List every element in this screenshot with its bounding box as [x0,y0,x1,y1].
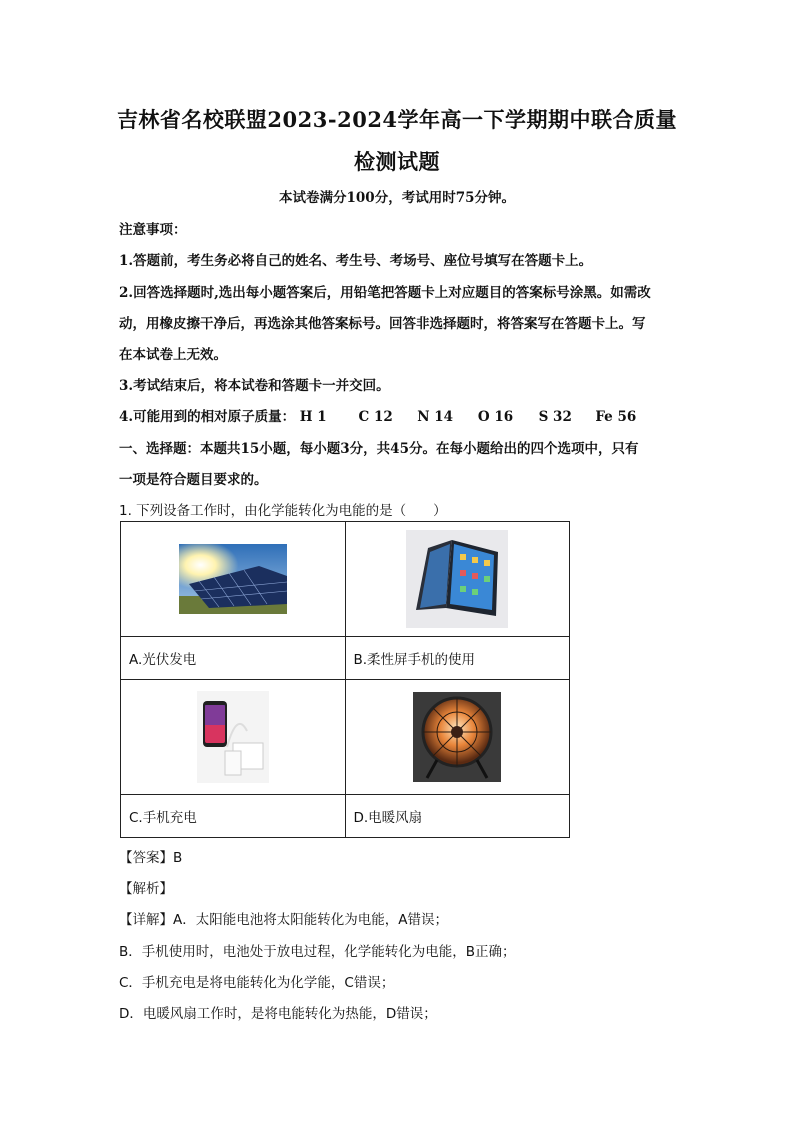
option-c-image-cell [121,680,346,795]
element-s: S 32 [538,409,572,425]
option-a-label: A.光伏发电 [121,637,346,680]
section-heading: 一、选择题：本题共15小题，每小题3分，共45分。在每小题给出的四个选项中，只有 [119,441,639,457]
option-d-label: D.电暖风扇 [345,795,570,838]
document-title-line-1: 吉林省名校联盟2023-2024学年高一下学期期中联合质量 [116,107,678,132]
notice-2: 2.回答选择题时,选出每小题答案后，用铅笔把答题卡上对应题目的答案标号涂黑。如需改 [119,285,651,301]
analysis-line-2: B．手机使用时，电池处于放电过程，化学能转化为电能，B正确； [119,944,516,960]
option-d-image-cell [345,680,570,795]
question-1: 1. 下列设备工作时，由化学能转化为电能的是（ ） [119,503,447,519]
notice-3: 3.考试结束后，将本试卷和答题卡一并交回。 [119,378,390,394]
element-n: N 14 [417,409,454,425]
analysis-heading: 【解析】 [119,881,173,897]
electric-heater-fan-image [413,692,501,782]
atomic-masses-label: 4.可能用到的相对原子质量： [119,409,296,425]
solar-panel-image [179,544,287,614]
analysis-line-4: D．电暖风扇工作时，是将电能转化为热能，D错误； [119,1006,437,1022]
flexible-phone-image [406,530,508,628]
section-heading-cont: 一项是符合题目要求的。 [119,472,268,488]
analysis-line-3: C．手机充电是将电能转化为化学能，C错误； [119,975,395,991]
analysis-line-1: 【详解】A．太阳能电池将太阳能转化为电能，A错误； [119,912,448,928]
phone-charger-image [197,691,269,783]
notice-heading: 注意事项： [119,222,187,238]
option-b-label: B.柔性屏手机的使用 [345,637,570,680]
answer: 【答案】B [119,850,183,866]
option-c-label: C.手机充电 [121,795,346,838]
element-c: C 12 [358,409,393,425]
element-h: H 1 [299,409,327,425]
option-a-image-cell [121,522,346,637]
option-b-image-cell [345,522,570,637]
document-title-line-2: 检测试题 [354,149,440,174]
notice-2-end: 在本试卷上无效。 [119,347,227,363]
element-fe: Fe 56 [595,409,637,425]
options-table [120,521,570,838]
atomic-masses [119,405,636,425]
exam-info: 本试卷满分100分，考试用时75分钟。 [279,190,515,206]
element-o: O 16 [477,409,514,425]
notice-2-cont: 动，用橡皮擦干净后，再选涂其他答案标号。回答非选择题时，将答案写在答题卡上。写 [119,316,646,332]
notice-1: 1.答题前，考生务必将自己的姓名、考生号、考场号、座位号填写在答题卡上。 [119,253,593,269]
